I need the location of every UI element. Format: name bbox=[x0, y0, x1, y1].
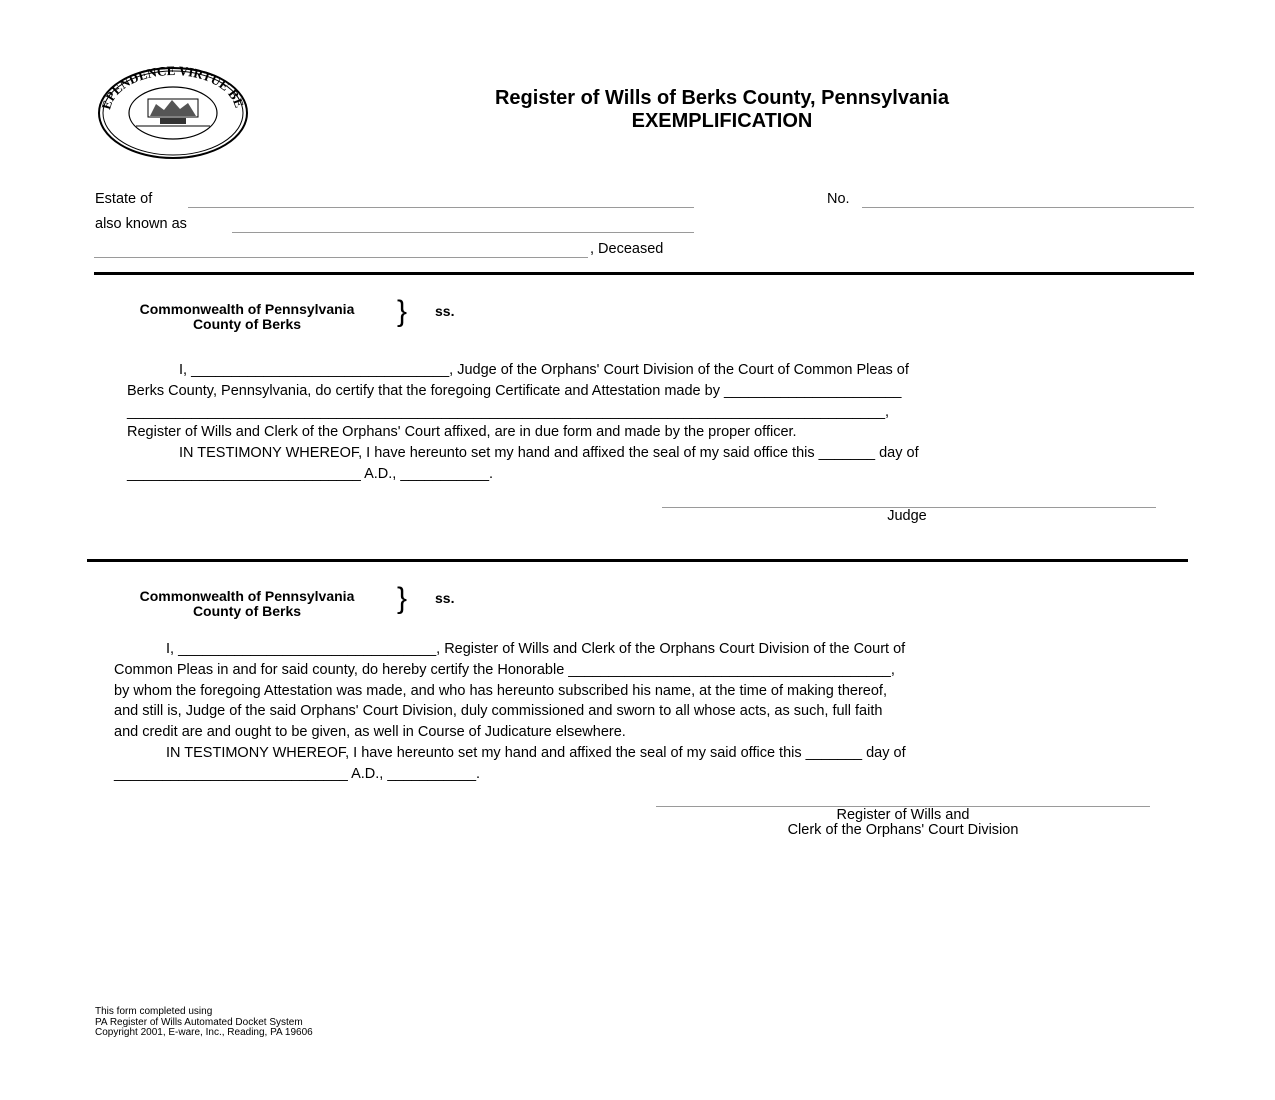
deceased-label: , Deceased bbox=[590, 241, 664, 257]
page-title: Register of Wills of Berks County, Pennsylvania bbox=[494, 87, 949, 109]
cert-line: Register of Wills and Clerk of the Orphans' Court affixed, are in due form and made by the proper officer. bbox=[127, 424, 797, 441]
ss-label: ss. bbox=[435, 303, 455, 319]
county-label: County of Berks bbox=[192, 603, 302, 619]
cert-line: Berks County, Pennsylvania, do certify that the foregoing Certificate and Attestation made by ______________________ bbox=[127, 382, 902, 399]
footer-line: PA Register of Wills Automated Docket System bbox=[95, 1016, 303, 1028]
aka-label: also known as bbox=[95, 216, 187, 232]
case-number-field[interactable] bbox=[862, 207, 1194, 208]
testimony-line: IN TESTIMONY WHEREOF, I have hereunto set my hand and affixed the seal of my said office this _______ day of bbox=[179, 445, 919, 462]
brace-icon: } bbox=[397, 295, 408, 328]
register-signature-label: Register of Wills and bbox=[836, 807, 970, 823]
judge-signature-label: Judge bbox=[887, 508, 927, 524]
footer-line: Copyright 2001, E-ware, Inc., Reading, PA 19606 bbox=[95, 1027, 313, 1038]
section-divider bbox=[94, 272, 1194, 275]
cert-line: and still is, Judge of the said Orphans' Court Division, duly commissioned and sworn to all whose acts, as such, full faith bbox=[114, 703, 883, 720]
aka-name-field[interactable] bbox=[232, 232, 694, 233]
cert-line: I, ________________________________, Register of Wills and Clerk of the Orphans Court Division of the Court of bbox=[166, 641, 906, 657]
cert-line: I, ________________________________, Judge of the Orphans' Court Division of the Court of Common Pleas of bbox=[179, 362, 909, 378]
judge-certification bbox=[127, 360, 919, 485]
footer-line: This form completed using bbox=[95, 1006, 213, 1017]
county-label: County of Berks bbox=[192, 316, 302, 332]
testimony-line: IN TESTIMONY WHEREOF, I have hereunto set my hand and affixed the seal of my said office this _______ day of bbox=[166, 744, 906, 761]
cert-line: by whom the foregoing Attestation was made, and who has hereunto subscribed his name, at the time of making thereof, bbox=[114, 682, 887, 699]
commonwealth-label: Commonwealth of Pennsylvania bbox=[139, 588, 355, 604]
register-certification bbox=[114, 639, 906, 785]
section-divider bbox=[87, 559, 1188, 562]
county-seal-icon bbox=[96, 66, 250, 160]
footer bbox=[95, 1007, 313, 1039]
case-number-label: No. bbox=[827, 191, 850, 207]
estate-of-label: Estate of bbox=[95, 191, 153, 207]
commonwealth-label: Commonwealth of Pennsylvania bbox=[139, 301, 355, 317]
brace-icon: } bbox=[397, 582, 408, 615]
form-title: EXEMPLIFICATION bbox=[631, 110, 813, 132]
date-line: _____________________________ A.D., ___________. bbox=[114, 765, 481, 782]
cert-line: and credit are and ought to be given, as well in Course of Judicature elsewhere. bbox=[114, 724, 626, 741]
cert-line: Common Pleas in and for said county, do hereby certify the Honorable ________________________________________, bbox=[114, 661, 895, 678]
deceased-name-field[interactable] bbox=[94, 257, 588, 258]
register-signature-label: Clerk of the Orphans' Court Division bbox=[787, 822, 1019, 838]
cert-line: ______________________________________________________________________________________________, bbox=[127, 403, 890, 420]
svg-text:LIBERTY INDEPENDENCE VIRTUE BE: EPENDENCE VIRTUE BE bbox=[98, 66, 248, 112]
ss-label: ss. bbox=[435, 590, 455, 606]
date-line: _____________________________ A.D., ___________. bbox=[127, 465, 494, 482]
estate-name-field[interactable] bbox=[188, 207, 694, 208]
